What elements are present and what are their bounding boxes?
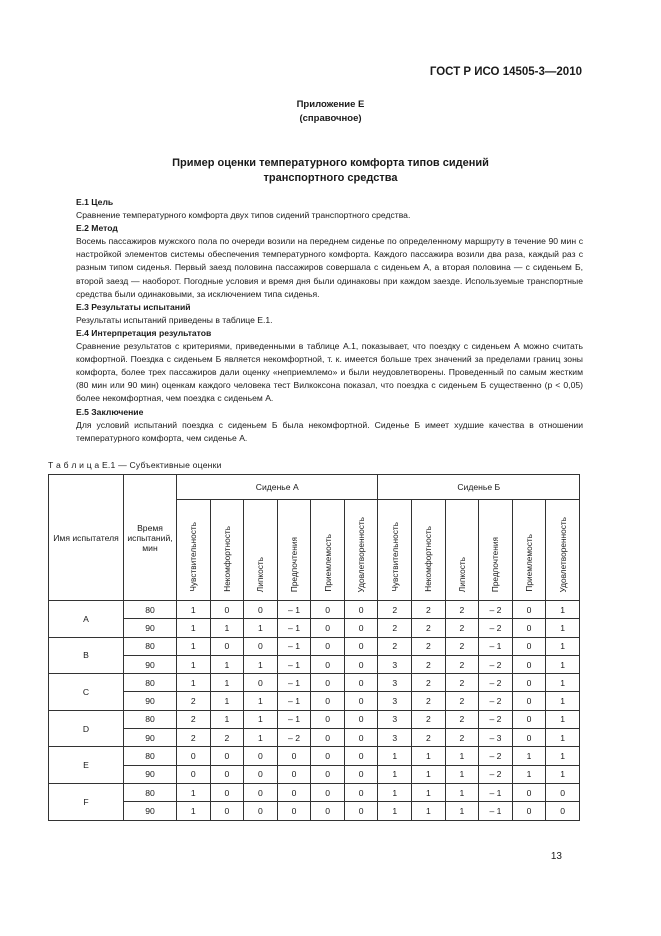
score-cell: 1 — [378, 783, 412, 801]
score-cell: 1 — [412, 765, 446, 783]
tester-name-cell: F — [49, 783, 124, 820]
section-heading: Е.2 Метод — [76, 223, 118, 234]
score-cell: 3 — [378, 710, 412, 728]
score-cell: 2 — [412, 674, 446, 692]
score-cell: 0 — [311, 637, 345, 655]
score-cell: 1 — [546, 692, 580, 710]
score-cell: 0 — [512, 637, 546, 655]
table-row — [49, 783, 580, 801]
score-cell: 0 — [546, 802, 580, 820]
score-cell: 1 — [177, 655, 211, 673]
score-cell: 1 — [210, 710, 244, 728]
score-cell: 1 — [177, 783, 211, 801]
criterion-header — [479, 500, 513, 601]
time-cell: 90 — [124, 802, 177, 820]
score-cell: 2 — [177, 729, 211, 747]
score-cell: 0 — [311, 783, 345, 801]
score-cell: 0 — [277, 765, 311, 783]
score-cell: 3 — [378, 729, 412, 747]
score-cell: – 1 — [277, 601, 311, 619]
time-cell: 90 — [124, 692, 177, 710]
table-row — [49, 692, 580, 710]
score-cell: – 1 — [277, 674, 311, 692]
score-cell: 2 — [412, 729, 446, 747]
criterion-label: Некомфортность — [423, 526, 434, 592]
group-header-seat-b: Сиденье Б — [378, 475, 580, 500]
score-cell: 0 — [311, 802, 345, 820]
scores-table — [48, 474, 580, 821]
score-cell: 2 — [378, 637, 412, 655]
score-cell: 2 — [412, 601, 446, 619]
criterion-label: Некомфортность — [221, 526, 232, 592]
score-cell: 0 — [244, 765, 278, 783]
score-cell: 0 — [344, 710, 378, 728]
document-header: ГОСТ Р ИСО 14505-3—2010 — [429, 66, 582, 78]
section-heading: Е.4 Интерпретация результатов — [76, 327, 212, 338]
criterion-header — [546, 500, 580, 601]
score-cell: 0 — [344, 655, 378, 673]
section-heading: Е.3 Результаты испытаний — [76, 301, 191, 312]
score-cell: 1 — [244, 692, 278, 710]
score-cell: 0 — [512, 710, 546, 728]
score-cell: 0 — [311, 747, 345, 765]
section-text: Восемь пассажиров мужского пола по очереди возили на переднем сиденье по определенному маршруту в течение 90 мин с настройкой элементов системы обеспечения температурного комфорта. Каждого пассажира возили два раза, каждый раз с разным типом сиденья. Первый заезд половина пассажиров совершала с сиденьем А, а вторая половина — с сиденьем Б, второй заезд — наоборот. Погодные условия и время дня были одинаковы при каждом заезде. Используемые транспортные средства были одинаковыми, за исключением типа сиденья. — [76, 236, 583, 299]
score-cell: 0 — [311, 710, 345, 728]
score-cell: 0 — [210, 601, 244, 619]
score-cell: 0 — [177, 765, 211, 783]
criterion-header — [412, 500, 446, 601]
annex-title: Приложение Е — [296, 99, 365, 110]
score-cell: 2 — [445, 637, 479, 655]
group-header-seat-a: Сиденье А — [177, 475, 378, 500]
score-cell: 3 — [378, 674, 412, 692]
score-cell: – 2 — [277, 729, 311, 747]
score-cell: 1 — [445, 802, 479, 820]
score-cell: 1 — [546, 674, 580, 692]
criterion-header — [177, 500, 211, 601]
score-cell: 1 — [244, 710, 278, 728]
tester-name-cell: D — [49, 710, 124, 747]
score-cell: 1 — [546, 729, 580, 747]
score-cell: 0 — [177, 747, 211, 765]
column-header-time: Время испытаний, мин — [124, 475, 177, 601]
score-cell: 0 — [512, 692, 546, 710]
score-cell: 0 — [244, 747, 278, 765]
score-cell: 0 — [344, 802, 378, 820]
score-cell: 0 — [512, 619, 546, 637]
table-caption: Т а б л и ц а Е.1 — Субъективные оценки — [48, 460, 222, 470]
page-title-line2: транспортного средства — [263, 172, 398, 184]
page-number: 13 — [550, 851, 562, 862]
score-cell: 1 — [546, 747, 580, 765]
criterion-header — [311, 500, 345, 601]
criterion-header — [512, 500, 546, 601]
score-cell: 2 — [378, 601, 412, 619]
score-cell: 0 — [244, 601, 278, 619]
score-cell: 1 — [244, 729, 278, 747]
score-cell: – 1 — [277, 655, 311, 673]
score-cell: 1 — [546, 710, 580, 728]
time-cell: 80 — [124, 747, 177, 765]
table-row — [49, 601, 580, 619]
score-cell: 0 — [311, 655, 345, 673]
time-cell: 80 — [124, 674, 177, 692]
time-cell: 80 — [124, 710, 177, 728]
table-row — [49, 619, 580, 637]
score-cell: 1 — [546, 655, 580, 673]
page-title-line1: Пример оценки температурного комфорта типов сидений — [172, 157, 489, 169]
score-cell: 0 — [344, 601, 378, 619]
score-cell: 0 — [311, 765, 345, 783]
score-cell: 1 — [177, 619, 211, 637]
score-cell: 0 — [210, 637, 244, 655]
time-cell: 80 — [124, 783, 177, 801]
score-cell: 1 — [378, 747, 412, 765]
page-title — [40, 156, 621, 186]
score-cell: 2 — [445, 601, 479, 619]
score-cell: 0 — [210, 747, 244, 765]
score-cell: 1 — [412, 802, 446, 820]
score-cell: 1 — [412, 783, 446, 801]
score-cell: 2 — [378, 619, 412, 637]
section-text: Сравнение температурного комфорта двух типов сидений транспортного средства. — [76, 210, 411, 221]
score-cell: 1 — [177, 601, 211, 619]
criterion-label: Приемлемость — [524, 534, 535, 592]
score-cell: – 1 — [277, 692, 311, 710]
score-cell: 1 — [177, 674, 211, 692]
score-cell: 0 — [210, 783, 244, 801]
score-cell: 1 — [378, 765, 412, 783]
score-cell: – 1 — [479, 802, 513, 820]
score-cell: 0 — [546, 783, 580, 801]
score-cell: 1 — [512, 747, 546, 765]
criterion-header — [210, 500, 244, 601]
annex-heading — [0, 98, 661, 126]
score-cell: 1 — [445, 747, 479, 765]
score-cell: 0 — [344, 637, 378, 655]
tester-name-cell: В — [49, 637, 124, 674]
criterion-label: Удовлетворенность — [557, 516, 568, 592]
score-cell: 2 — [445, 710, 479, 728]
score-cell: 1 — [210, 655, 244, 673]
score-cell: – 1 — [479, 637, 513, 655]
score-cell: 0 — [512, 655, 546, 673]
tester-name-cell: А — [49, 601, 124, 638]
score-cell: 0 — [512, 674, 546, 692]
score-cell: 1 — [378, 802, 412, 820]
score-cell: – 2 — [479, 710, 513, 728]
table-row — [49, 674, 580, 692]
tester-name-cell: Е — [49, 747, 124, 784]
score-cell: – 1 — [479, 783, 513, 801]
score-cell: 3 — [378, 692, 412, 710]
time-cell: 80 — [124, 637, 177, 655]
score-cell: 0 — [512, 601, 546, 619]
score-cell: 1 — [445, 765, 479, 783]
score-cell: 0 — [344, 692, 378, 710]
section-text: Результаты испытаний приведены в таблице Е.1. — [76, 314, 273, 325]
score-cell: 1 — [210, 692, 244, 710]
score-cell: – 2 — [479, 619, 513, 637]
score-cell: 2 — [412, 637, 446, 655]
section-heading: Е.5 Заключение — [76, 406, 144, 417]
score-cell: 1 — [210, 619, 244, 637]
score-cell: 0 — [344, 747, 378, 765]
score-cell: – 2 — [479, 655, 513, 673]
score-cell: 1 — [546, 765, 580, 783]
score-cell: 0 — [277, 802, 311, 820]
score-cell: 2 — [412, 710, 446, 728]
section-text: Сравнение результатов с критериями, приведенными в таблице А.1, показывает, что поездку с сиденьем А можно считать комфортной. Поездка с сиденьем Б является некомфортной, т. к. имеется больше трех значений за пределами границ зоны комфорта, более трех пассажиров дали оценку «неприемлемо» и были неудовлетворены. Проведенный по самым жестким (80 мин или 90 мин) оценкам каждого человека тест Вилкоксона показал, что поездка с сиденьем Б существенно (р < 0,05) более некомфортная, чем поездка с сиденьем А. — [76, 341, 583, 404]
document-body — [76, 196, 583, 445]
score-cell: 0 — [344, 729, 378, 747]
criterion-header — [445, 500, 479, 601]
criterion-header — [277, 500, 311, 601]
score-cell: 2 — [177, 710, 211, 728]
score-cell: 2 — [445, 692, 479, 710]
score-cell: 0 — [344, 619, 378, 637]
score-cell: 1 — [546, 637, 580, 655]
score-cell: 0 — [512, 802, 546, 820]
section-text: Для условий испытаний поездка с сиденьем Б была некомфортной. Сиденье Б имеет худшие качества в отношении температурного комфорта, чем сиденье А. — [76, 419, 583, 443]
score-cell: 0 — [277, 783, 311, 801]
score-cell: – 1 — [277, 710, 311, 728]
score-cell: 0 — [311, 601, 345, 619]
score-cell: 1 — [244, 619, 278, 637]
criterion-label: Удовлетворенность — [356, 516, 367, 592]
score-cell: – 2 — [479, 692, 513, 710]
criterion-label: Предпочтения — [490, 536, 501, 592]
score-cell: – 2 — [479, 601, 513, 619]
score-cell: 1 — [412, 747, 446, 765]
table-row — [49, 637, 580, 655]
score-cell: 0 — [344, 674, 378, 692]
table-row — [49, 710, 580, 728]
criterion-label: Липкость — [255, 556, 266, 592]
time-cell: 90 — [124, 655, 177, 673]
score-cell: 0 — [512, 783, 546, 801]
score-cell: 0 — [210, 802, 244, 820]
time-cell: 80 — [124, 601, 177, 619]
score-cell: 1 — [445, 783, 479, 801]
table-row — [49, 729, 580, 747]
time-cell: 90 — [124, 619, 177, 637]
score-cell: 2 — [412, 655, 446, 673]
criterion-label: Чувствительность — [188, 522, 199, 592]
table-row — [49, 655, 580, 673]
criterion-label: Приемлемость — [322, 534, 333, 592]
score-cell: 3 — [378, 655, 412, 673]
score-cell: 0 — [210, 765, 244, 783]
criterion-label: Липкость — [456, 556, 467, 592]
time-cell: 90 — [124, 765, 177, 783]
score-cell: 2 — [210, 729, 244, 747]
table-row — [49, 802, 580, 820]
criterion-label: Чувствительность — [389, 522, 400, 592]
table-row — [49, 765, 580, 783]
score-cell: – 2 — [479, 674, 513, 692]
score-cell: 0 — [311, 619, 345, 637]
tester-name-cell: С — [49, 674, 124, 711]
score-cell: – 3 — [479, 729, 513, 747]
score-cell: 0 — [344, 783, 378, 801]
score-cell: 1 — [177, 802, 211, 820]
table-row — [49, 747, 580, 765]
criterion-header — [344, 500, 378, 601]
score-cell: 0 — [244, 802, 278, 820]
section-heading: Е.1 Цель — [76, 197, 114, 207]
score-cell: 0 — [512, 729, 546, 747]
criterion-header — [244, 500, 278, 601]
score-cell: 2 — [412, 619, 446, 637]
score-cell: 0 — [311, 674, 345, 692]
score-cell: – 2 — [479, 765, 513, 783]
score-cell: 2 — [445, 729, 479, 747]
score-cell: 1 — [512, 765, 546, 783]
criterion-label: Предпочтения — [289, 536, 300, 592]
score-cell: 2 — [445, 655, 479, 673]
score-cell: 1 — [546, 601, 580, 619]
score-cell: 0 — [277, 747, 311, 765]
score-cell: – 1 — [277, 637, 311, 655]
annex-subtitle: (справочное) — [299, 113, 362, 124]
score-cell: 1 — [210, 674, 244, 692]
score-cell: 2 — [445, 619, 479, 637]
score-cell: 0 — [311, 692, 345, 710]
score-cell: 0 — [244, 674, 278, 692]
score-cell: 0 — [244, 637, 278, 655]
score-cell: – 2 — [479, 747, 513, 765]
score-cell: – 1 — [277, 619, 311, 637]
time-cell: 90 — [124, 729, 177, 747]
score-cell: 0 — [244, 783, 278, 801]
score-cell: 0 — [311, 729, 345, 747]
score-cell: 2 — [177, 692, 211, 710]
score-cell: 1 — [244, 655, 278, 673]
column-header-tester: Имя испытателя — [49, 475, 124, 601]
score-cell: 2 — [445, 674, 479, 692]
score-cell: 1 — [546, 619, 580, 637]
score-cell: 2 — [412, 692, 446, 710]
criterion-header — [378, 500, 412, 601]
score-cell: 1 — [177, 637, 211, 655]
score-cell: 0 — [344, 765, 378, 783]
